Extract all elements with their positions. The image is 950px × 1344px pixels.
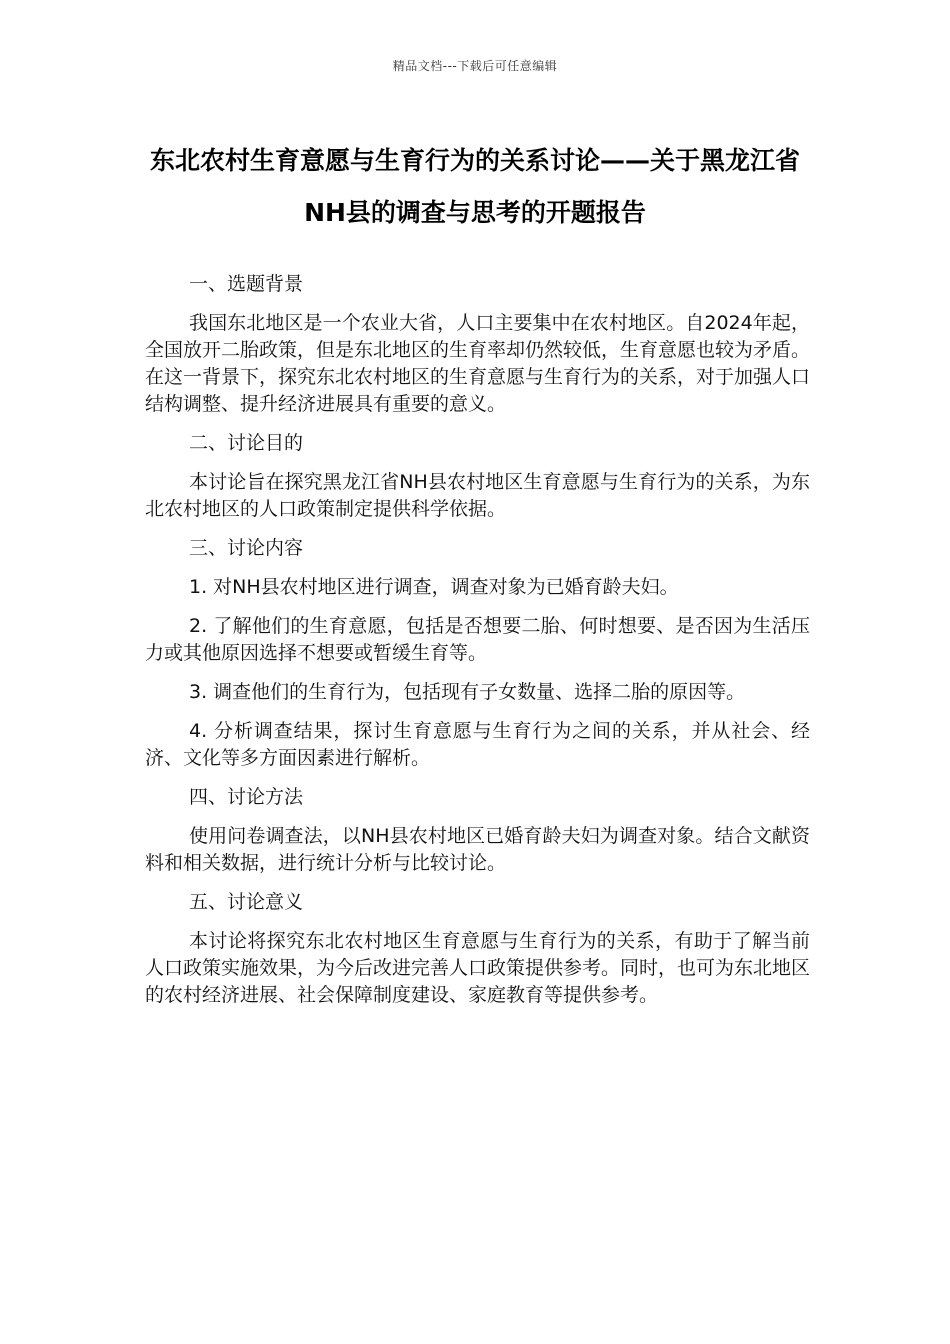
document-body (145, 271, 810, 1021)
page-header: 精品文档---下载后可任意编辑 (392, 59, 558, 73)
content-item-4: 4. 分析调查结果，探讨生育意愿与生育行为之间的关系，并从社会、经济、文化等多方面因素进行解析。 (145, 720, 810, 769)
content-item-3: 3. 调查他们的生育行为，包括现有子女数量、选择二胎的原因等。 (189, 681, 746, 703)
paragraph-purpose: 本讨论旨在探究黑龙江省NH县农村地区生育意愿与生育行为的关系，为东北农村地区的人口政策制定提供科学依据。 (145, 471, 810, 520)
section-heading-significance: 五、讨论意义 (189, 891, 304, 913)
paragraph-background: 我国东北地区是一个农业大省，人口主要集中在农村地区。自2024年起，全国放开二胎政策，但是东北地区的生育率却仍然较低，生育意愿也较为矛盾。在这一背景下，探究东北农村地区的生育意愿与生育行为的关系，对于加强人口结构调整、提升经济进展具有重要的意义。 (145, 312, 811, 415)
section-heading-method: 四、讨论方法 (189, 786, 304, 808)
section-heading-content: 三、讨论内容 (189, 537, 304, 559)
paragraph-significance: 本讨论将探究东北农村地区生育意愿与生育行为的关系，有助于了解当前人口政策实施效果，为今后改进完善人口政策提供参考。同时，也可为东北地区的农村经济进展、社会保障制度建设、家庭教育等提供参考。 (145, 930, 811, 1006)
section-heading-background: 一、选题背景 (189, 273, 304, 295)
paragraph-method: 使用问卷调查法，以NH县农村地区已婚育龄夫妇为调查对象。结合文献资料和相关数据，进行统计分析与比较讨论。 (145, 825, 810, 874)
content-item-2: 2. 了解他们的生育意愿，包括是否想要二胎、何时想要、是否因为生活压力或其他原因选择不想要或暂缓生育等。 (145, 615, 810, 664)
content-item-1: 1. 对NH县农村地区进行调查，调查对象为已婚育龄夫妇。 (189, 576, 679, 598)
document-title: 东北农村生育意愿与生育行为的关系讨论——关于黑龙江省NH县的调查与思考的开题报告 (149, 146, 800, 227)
section-heading-purpose: 二、讨论目的 (189, 432, 304, 454)
